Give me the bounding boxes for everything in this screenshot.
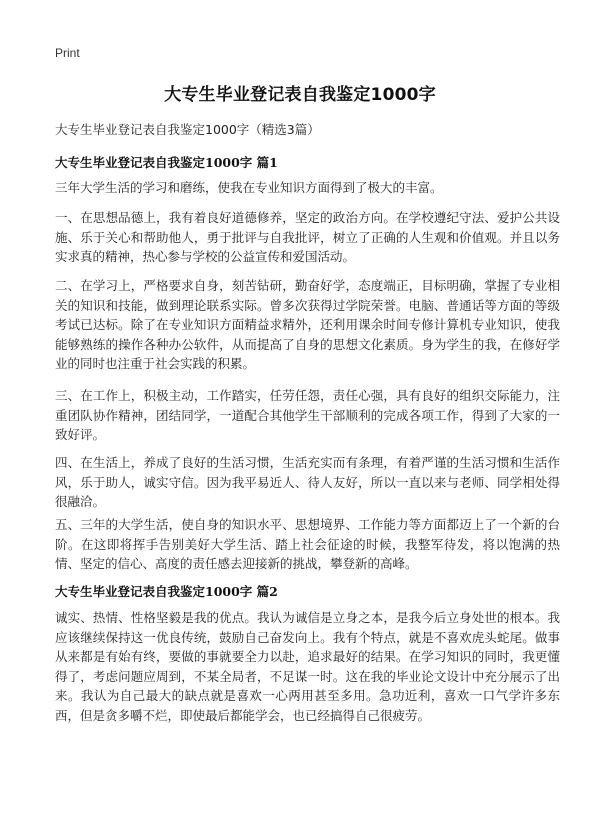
document-subtitle: 大专生毕业登记表自我鉴定1000字（精选3篇） xyxy=(55,122,320,137)
section-2-paragraph-1: 诚实、热情、性格坚毅是我的优点。我认为诚信是立身之本，是我今后立身处世的根本。我应该继续保持这一优良传统，鼓励自己奋发向上。我有个特点，就是不喜欢虎头蛇尾。做事从来都是有始有终，要做的事就要全力以赴，追求最好的结果。在学习知识的同时，我更懂得了，考虑问题应周到，不某全局者，不足谋一时。这在我的毕业论文设计中充分展示了出来。我认为自己最大的缺点就是喜欢一心两用甚至多用。急功近利，喜欢一口气学许多东西，但是贪多嚼不烂，即使最后都能学会，也已经搞得自己很疲劳。 xyxy=(55,610,560,723)
section-1-paragraph-5: 四、在生活上，养成了良好的生活习惯，生活充实而有条理，有着严谨的生活习惯和生活作风，乐于助人，诚实守信。因为我平易近人、待人友好，所以一直以来与老师、同学相处得很融洽。 xyxy=(55,455,560,509)
section-1-paragraph-4: 三、在工作上，积极主动，工作踏实，任劳任怨，责任心强，具有良好的组织交际能力，注重团队协作精神，团结同学，一道配合其他学生干部顺利的完成各项工作，得到了大家的一致好评。 xyxy=(55,388,560,442)
print-label[interactable]: Print xyxy=(55,46,80,60)
page-title: 大专生毕业登记表自我鉴定1000字 xyxy=(164,85,436,105)
section-heading-1: 大专生毕业登记表自我鉴定1000字 篇1 xyxy=(55,155,278,170)
section-1-paragraph-3: 二、在学习上，严格要求自身，刻苦钻研，勤奋好学，态度端正，目标明确，掌握了专业相关的知识和技能，做到理论联系实际。曾多次获得过学院荣誉。电脑、普通话等方面的等级考试已达标。除了在专业知识方面精益求精外，还利用课余时间专修计算机专业知识，使我能够熟练的操作各种办公软件，从而提高了自身的思想文化素质。身为学生的我，在修好学业的同时也注重于社会实践的积累。 xyxy=(55,278,560,371)
section-1-paragraph-2: 一、在思想品德上，我有着良好道德修养，坚定的政治方向。在学校遵纪守法、爱护公共设施、乐于关心和帮助他人，勇于批评与自我批评，树立了正确的人生观和价值观。并且以务实求真的精神，热心参与学校的公益宣传和爱国活动。 xyxy=(55,210,560,264)
section-heading-2: 大专生毕业登记表自我鉴定1000字 篇2 xyxy=(55,584,278,599)
section-1-paragraph-1: 三年大学生活的学习和磨练，使我在专业知识方面得到了极大的丰富。 xyxy=(55,180,443,195)
section-1-paragraph-6: 五、三年的大学生活，使自身的知识水平、思想境界、工作能力等方面都迈上了一个新的台阶。在这即将挥手告别美好大学生活、踏上社会征途的时候，我整军待发，将以饱满的热情、坚定的信心、高度的责任感去迎接新的挑战，攀登新的高峰。 xyxy=(55,517,560,571)
